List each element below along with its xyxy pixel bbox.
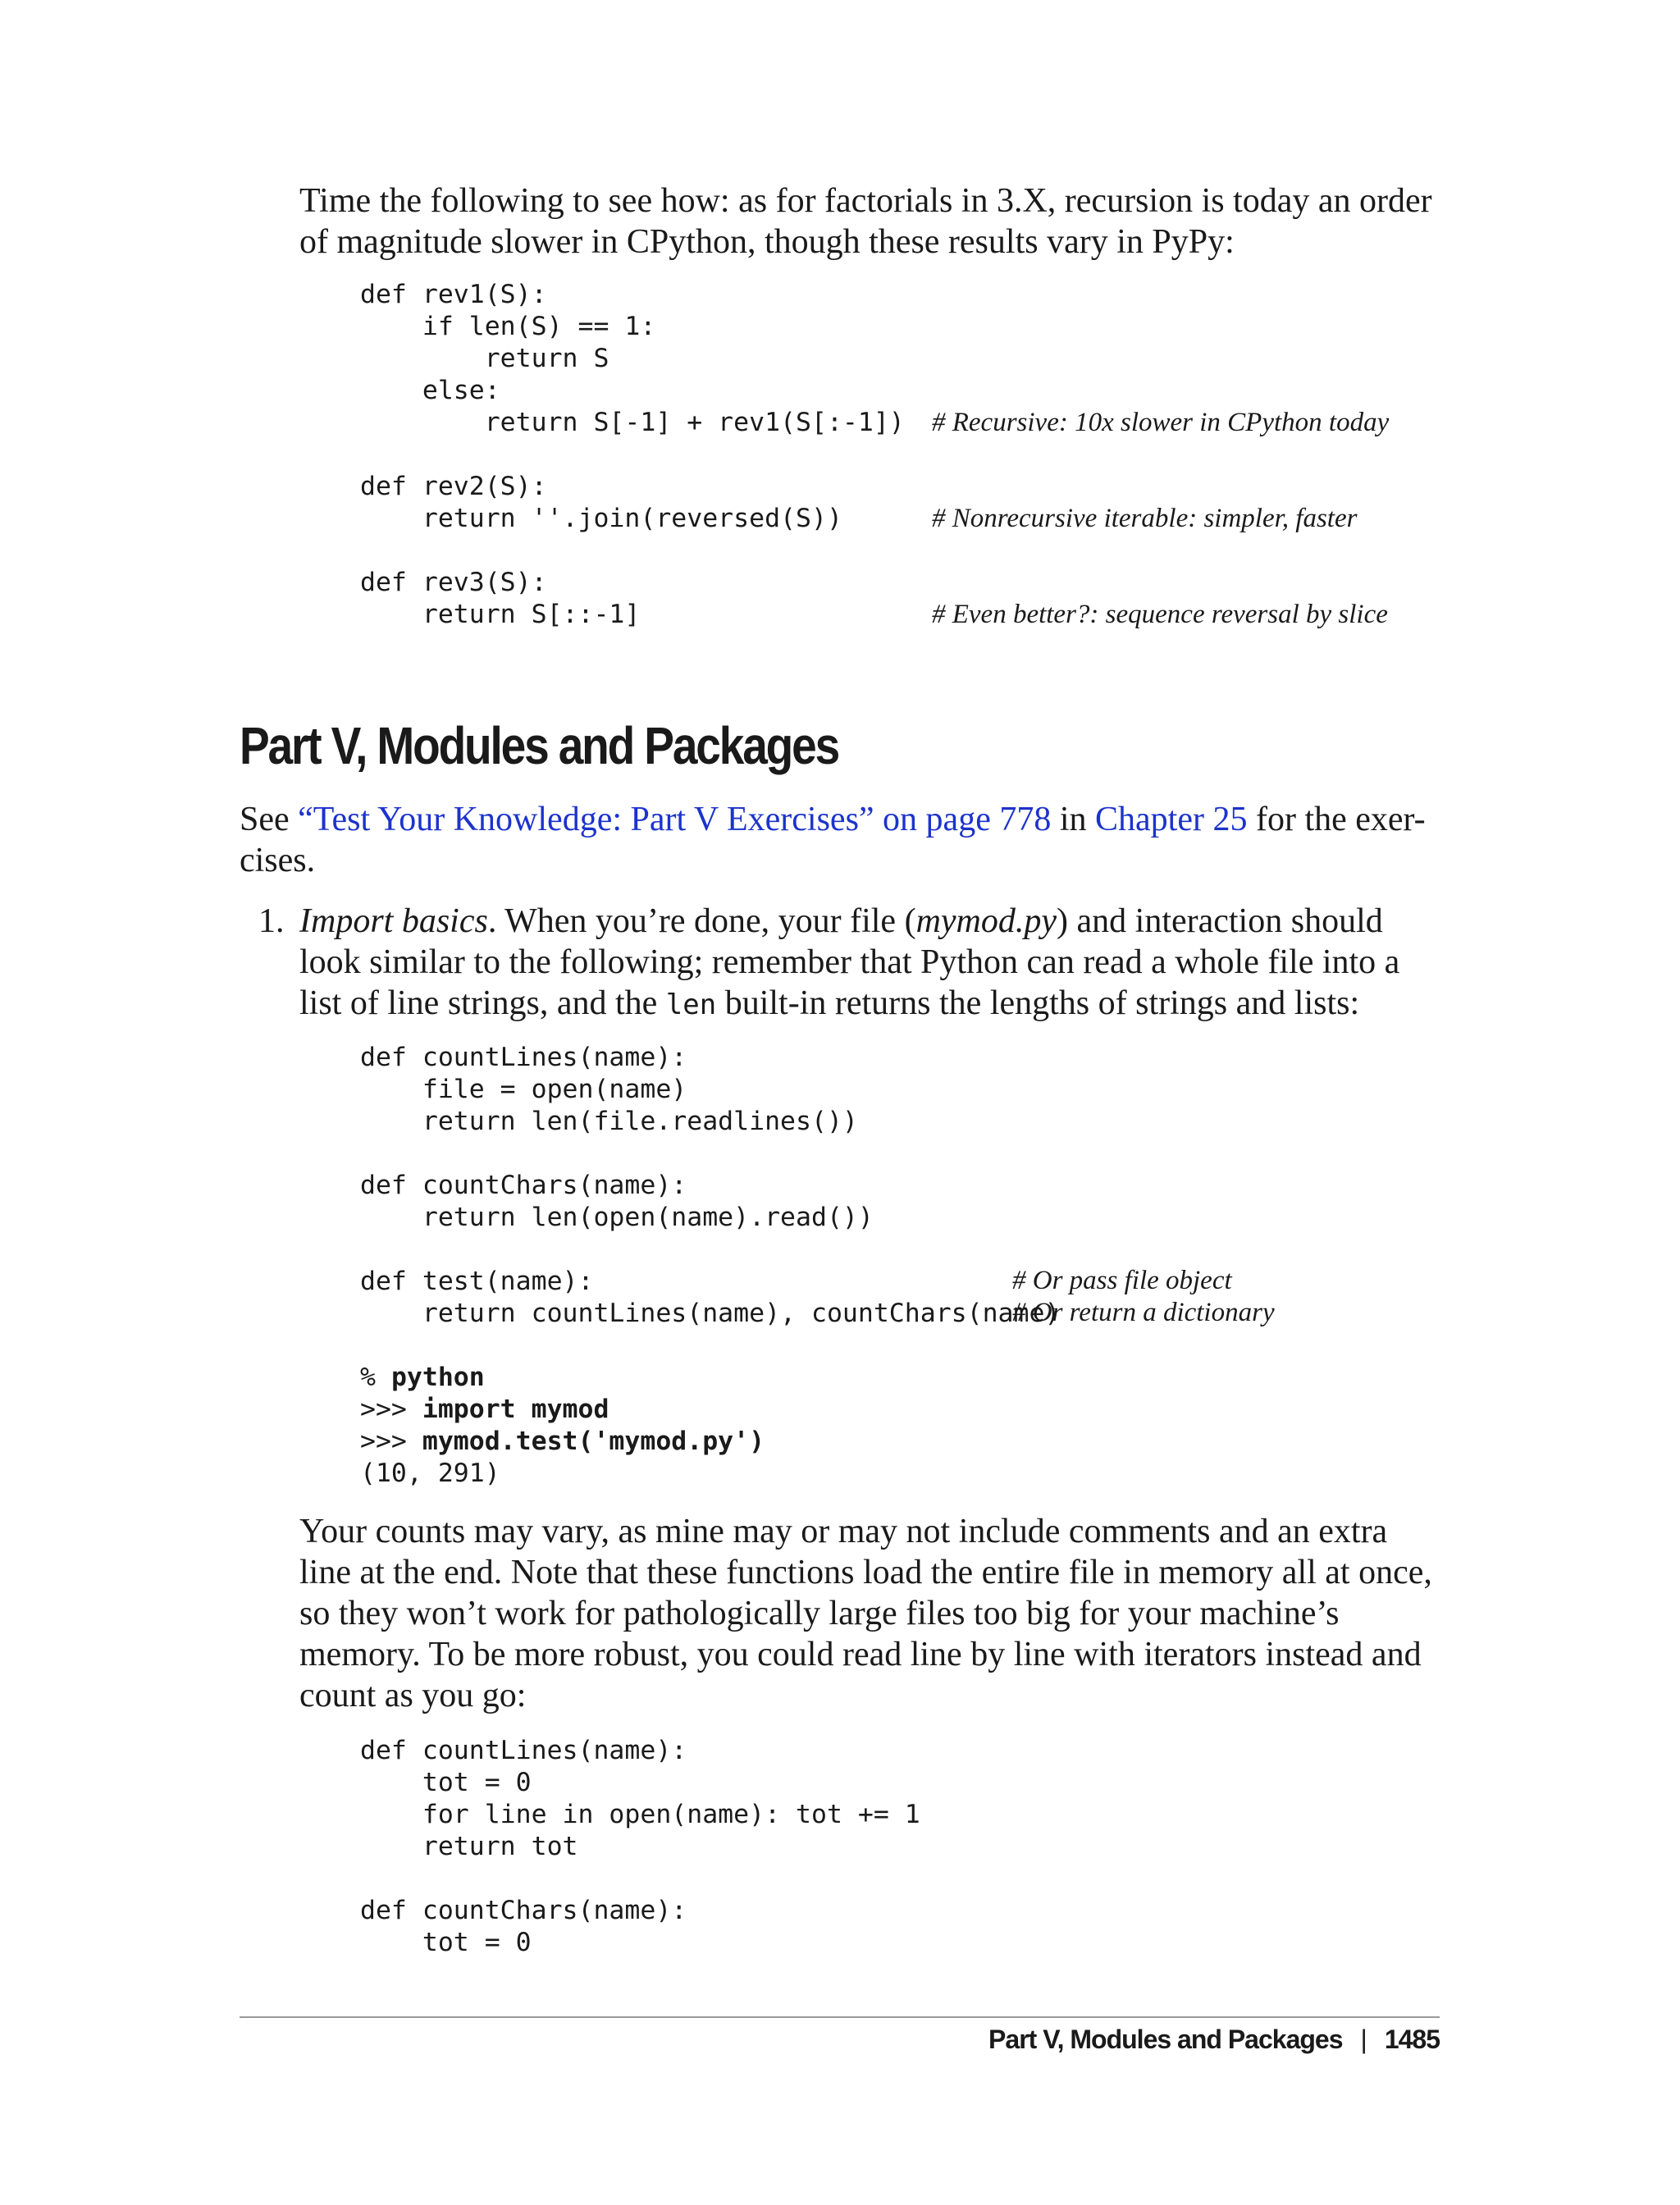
page-number: 1485 [1384, 2025, 1440, 2054]
code-line: def test(name): [360, 1267, 594, 1296]
see-suffix: for the exer-cises. [240, 801, 1426, 879]
session-output: (10, 291) [360, 1459, 500, 1488]
code-line: def rev1(S): [360, 280, 547, 309]
chapter-link[interactable]: Chapter 25 [1095, 801, 1248, 838]
code-line: return S [360, 344, 609, 373]
code-comment-test-return: # Or return a dictionary [1012, 1298, 1275, 1327]
code-comment-rev2: # Nonrecursive iterable: simpler, faster [932, 504, 1358, 533]
code-line: def countLines(name): [360, 1043, 687, 1072]
code-line: return S[-1] + rev1(S[:-1]) [360, 408, 905, 437]
code-line: return len(file.readlines()) [360, 1107, 858, 1136]
session-command: python [390, 1363, 485, 1392]
session-line: % python [360, 1363, 485, 1392]
code-line: tot = 0 [360, 1768, 532, 1797]
session-command: import mymod [422, 1395, 609, 1424]
code-line: return ''.join(reversed(S)) [360, 504, 842, 533]
footer-separator: | [1360, 2025, 1367, 2054]
see-prefix: See [240, 801, 299, 838]
code-line: for line in open(name): tot += 1 [360, 1800, 920, 1829]
item-title: Import basics [299, 902, 488, 940]
code-line: def countChars(name): [360, 1896, 687, 1925]
session-line: >>> import mymod [360, 1395, 609, 1424]
footer-rule [240, 2016, 1440, 2018]
code-line: tot = 0 [360, 1928, 532, 1957]
item-text: built-in returns the lengths of strings and lists: [716, 984, 1360, 1022]
page-footer [988, 2025, 1440, 2055]
code-line: def rev2(S): [360, 472, 547, 501]
session-command: mymod.test('mymod.py') [422, 1427, 765, 1456]
see-paragraph [240, 799, 1440, 881]
item-text: ) and interaction should look similar to the following; remember that Python can read a whole file into a list of line strings, and the [299, 902, 1400, 1022]
code-line: def countChars(name): [360, 1171, 687, 1200]
intro-paragraph: Time the following to see how: as for factorials in 3.X, recursion is today an order of magnitude slower in CPython, though these results vary in PyPy: [299, 182, 1432, 261]
code-line: if len(S) == 1: [360, 312, 656, 341]
code-comment-test-def: # Or pass file object [1012, 1266, 1232, 1295]
list-item-number: 1. [258, 902, 285, 940]
inline-code-len: len [665, 988, 717, 1021]
see-mid: in [1051, 801, 1096, 838]
exercises-link[interactable]: “Test Your Knowledge: Part V Exercises” on page 778 [298, 801, 1052, 838]
code-line: return S[::-1] [360, 600, 641, 629]
code-line: def rev3(S): [360, 568, 547, 597]
session-line: >>> mymod.test('mymod.py') [360, 1427, 765, 1456]
code-comment-rev3: # Even better?: sequence reversal by slice [932, 600, 1388, 629]
footer-section-title: Part V, Modules and Packages [988, 2025, 1343, 2054]
code-line [360, 1331, 376, 1360]
code-line: return countLines(name), countChars(name) [360, 1299, 1061, 1328]
code-line: def countLines(name): [360, 1736, 687, 1765]
code-line: return tot [360, 1832, 578, 1861]
code-line: return len(open(name).read()) [360, 1203, 874, 1232]
note-paragraph: Your counts may vary, as mine may or may not include comments and an extra line at the end. Note that these functions load the entire file in memory all at once, so they won’t work for pathologically large files too big for your machine’s memory. To be more robust, you could read line by line with iterators instead and count as you go: [299, 1513, 1432, 1714]
section-heading: Part V, Modules and Packages [240, 716, 839, 775]
code-comment-rev1: # Recursive: 10x slower in CPython today [932, 408, 1390, 437]
code-line: else: [360, 376, 500, 405]
code-block-mymod [360, 1042, 1060, 1490]
code-line: file = open(name) [360, 1075, 687, 1104]
list-item-import-basics [299, 901, 1440, 1025]
code-block-iter [360, 1735, 920, 1959]
item-text: . When you’re done, your file ( [487, 902, 916, 940]
item-filename: mymod.py [915, 902, 1057, 940]
code-block-rev [360, 279, 905, 631]
